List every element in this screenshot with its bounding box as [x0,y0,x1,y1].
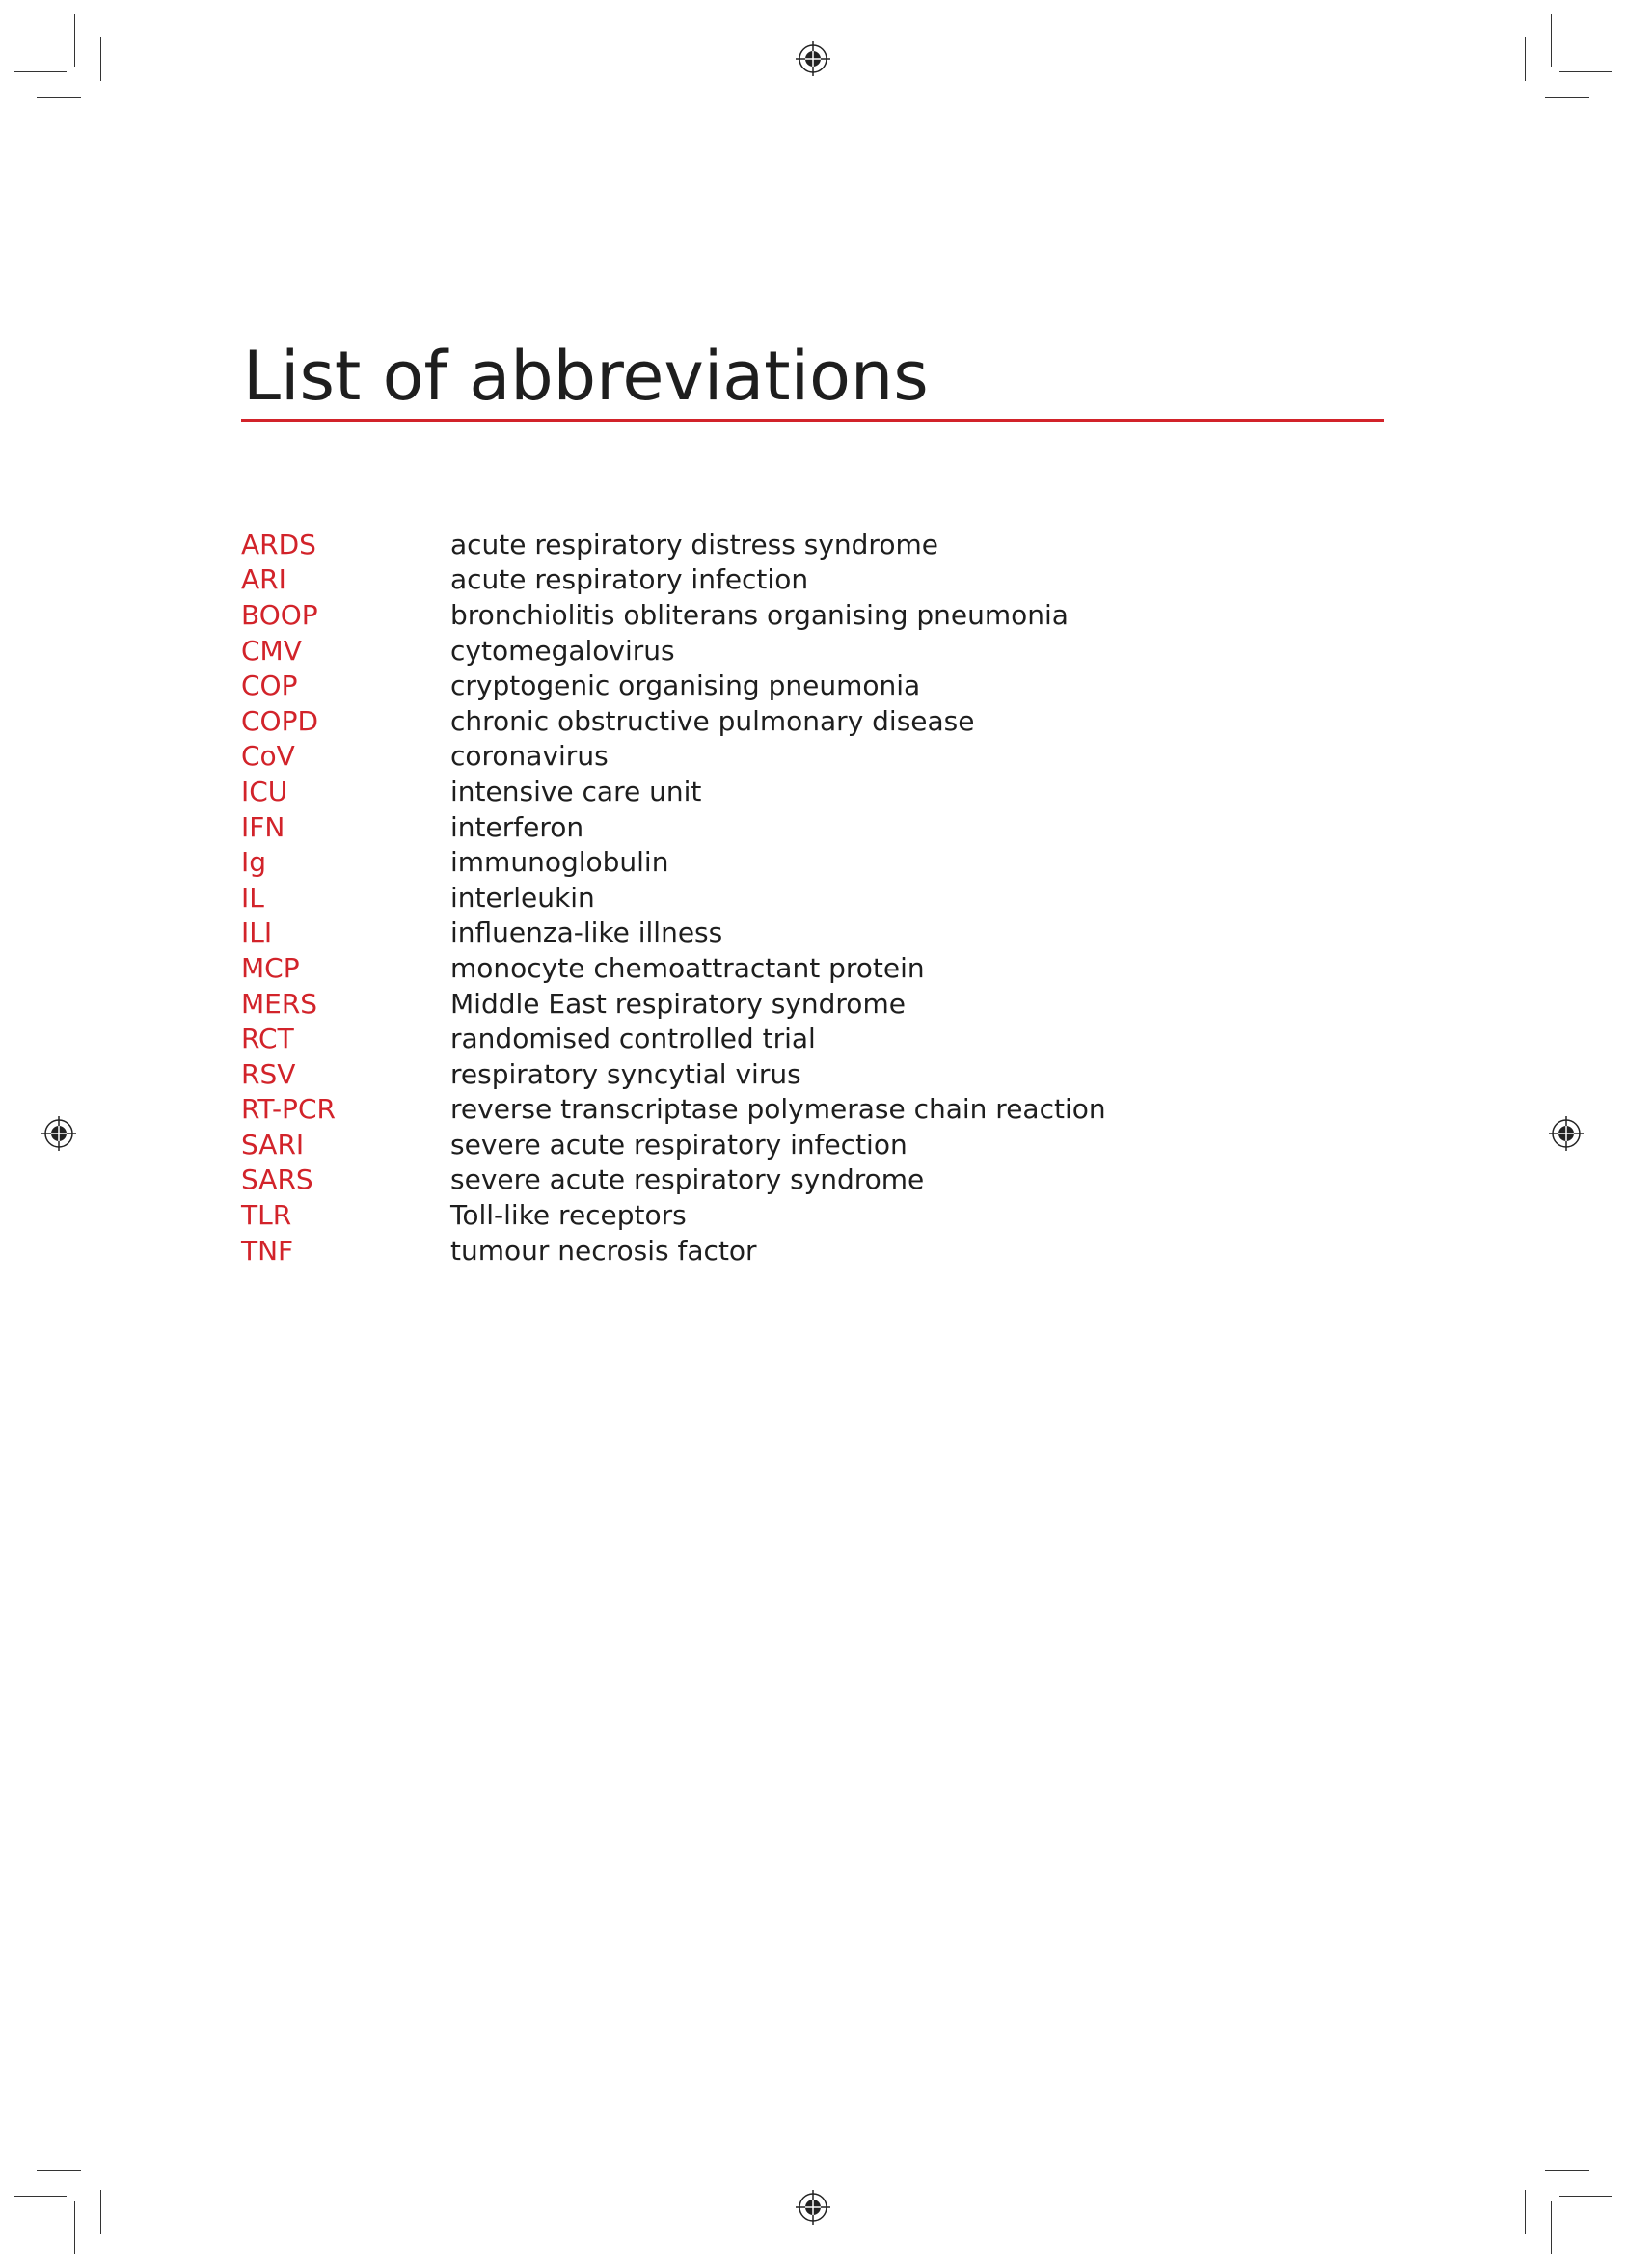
crop-mark [1551,2201,1552,2254]
abbreviation-term: ILI [241,916,273,949]
crop-mark [37,2170,81,2171]
registration-mark-icon [796,41,830,76]
abbreviation-row [241,915,1398,951]
crop-mark [100,2190,101,2234]
abbreviation-row [241,703,1398,739]
crop-mark [1551,14,1552,67]
abbreviation-term: COPD [241,704,319,737]
abbreviation-row [241,986,1398,1022]
abbreviation-row [241,562,1398,598]
abbreviation-row [241,633,1398,669]
abbreviation-term: SARI [241,1128,305,1161]
abbreviation-term: RCT [241,1023,294,1055]
abbreviation-definition: intensive care unit [450,775,702,807]
abbreviation-row [241,844,1398,880]
registration-mark-icon [41,1116,76,1151]
title-rule [241,419,1384,422]
abbreviation-term: ICU [241,775,288,807]
abbreviation-definition: reverse transcriptase polymerase chain reaction [450,1093,1106,1126]
abbreviation-row [241,1056,1398,1092]
abbreviation-definition: acute respiratory distress syndrome [450,528,938,560]
crop-mark [14,2196,67,2197]
abbreviation-row [241,1092,1398,1128]
abbreviation-definition: tumour necrosis factor [450,1234,757,1267]
page-title: List of abbreviations [243,337,929,416]
abbreviation-term: SARS [241,1163,313,1196]
abbreviation-row [241,739,1398,775]
abbreviation-term: RSV [241,1057,296,1090]
abbreviation-row [241,597,1398,633]
abbreviation-definition: chronic obstructive pulmonary disease [450,704,975,737]
abbreviation-row [241,668,1398,703]
abbreviation-definition: interleukin [450,881,595,914]
crop-mark [100,37,101,81]
abbreviation-term: CMV [241,634,302,667]
abbreviation-term: CoV [241,740,295,773]
abbreviation-definition: monocyte chemoattractant protein [450,951,925,984]
abbreviation-term: IFN [241,810,285,843]
abbreviation-definition: Toll-like receptors [450,1199,687,1232]
abbreviation-term: COP [241,669,298,702]
crop-mark [1545,2170,1589,2171]
abbreviation-term: Ig [241,846,267,879]
abbreviation-definition: cryptogenic organising pneumonia [450,669,921,702]
abbreviation-definition: acute respiratory infection [450,563,809,596]
abbreviation-definition: cytomegalovirus [450,634,675,667]
abbreviation-list [241,527,1398,1268]
abbreviation-row [241,1021,1398,1056]
abbreviation-term: BOOP [241,598,318,631]
abbreviation-term: MCP [241,951,300,984]
crop-mark [1559,2196,1612,2197]
registration-mark-icon [796,2190,830,2225]
abbreviation-row [241,1162,1398,1198]
crop-mark [74,2201,75,2254]
abbreviation-definition: influenza-like illness [450,916,723,949]
abbreviation-row [241,1127,1398,1162]
abbreviation-definition: severe acute respiratory infection [450,1128,908,1161]
abbreviation-row [241,527,1398,562]
crop-mark [1559,71,1612,72]
crop-mark [37,97,81,98]
abbreviation-row [241,774,1398,809]
abbreviation-definition: respiratory syncytial virus [450,1057,801,1090]
abbreviation-row [241,950,1398,986]
abbreviation-term: TNF [241,1234,294,1267]
abbreviation-term: IL [241,881,264,914]
abbreviation-row [241,1197,1398,1233]
abbreviation-term: TLR [241,1199,292,1232]
abbreviation-definition: immunoglobulin [450,846,669,879]
abbreviation-definition: bronchiolitis obliterans organising pneumonia [450,598,1069,631]
abbreviation-term: ARI [241,563,286,596]
crop-mark [1545,97,1589,98]
crop-mark [1525,2190,1526,2234]
crop-mark [14,71,67,72]
registration-mark-icon [1549,1116,1584,1151]
abbreviation-definition: randomised controlled trial [450,1023,816,1055]
abbreviation-definition: severe acute respiratory syndrome [450,1163,925,1196]
abbreviation-term: MERS [241,987,318,1020]
abbreviation-term: ARDS [241,528,316,560]
crop-mark [1525,37,1526,81]
abbreviation-definition: coronavirus [450,740,609,773]
abbreviation-definition: Middle East respiratory syndrome [450,987,906,1020]
crop-mark [74,14,75,67]
abbreviation-row [241,1233,1398,1269]
abbreviation-term: RT-PCR [241,1093,336,1126]
abbreviation-definition: interferon [450,810,584,843]
abbreviation-row [241,880,1398,915]
abbreviation-row [241,809,1398,845]
